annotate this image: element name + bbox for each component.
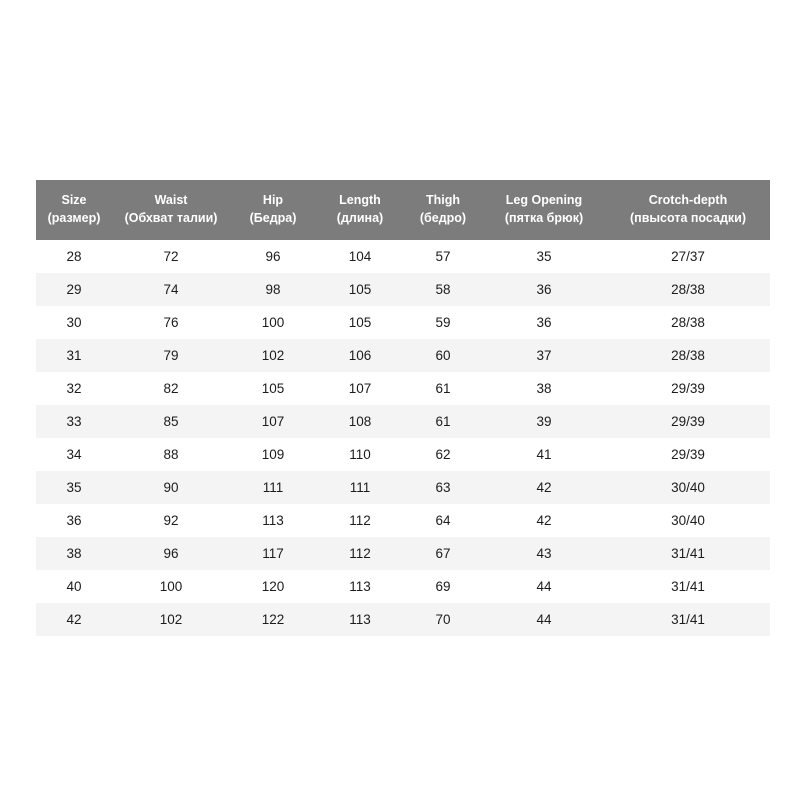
table-row xyxy=(36,405,770,438)
column-header-length xyxy=(316,180,404,240)
size-cell: 42 xyxy=(66,611,82,627)
size-cell: 33 xyxy=(66,413,82,429)
measurement-cell: 106 xyxy=(348,347,372,363)
measurement-cell: 28/38 xyxy=(671,314,705,330)
measurement-cell: 44 xyxy=(536,611,552,627)
measurement-cell: 29/39 xyxy=(671,413,705,429)
measurement-cell: 29/39 xyxy=(671,380,705,396)
size-cell: 40 xyxy=(66,578,82,594)
column-header-label-ru: (Бедра) xyxy=(249,211,297,225)
column-header-thigh xyxy=(404,180,482,240)
measurement-cell: 35 xyxy=(536,248,552,264)
measurement-cell: 85 xyxy=(163,413,179,429)
measurement-cell: 109 xyxy=(261,446,285,462)
measurement-cell: 92 xyxy=(163,512,179,528)
measurement-cell: 57 xyxy=(435,248,451,264)
measurement-cell: 38 xyxy=(536,380,552,396)
measurement-cell: 120 xyxy=(261,578,285,594)
measurement-cell: 100 xyxy=(159,578,183,594)
column-header-label-en: Length xyxy=(339,193,381,208)
measurement-cell: 98 xyxy=(265,281,281,297)
size-cell: 38 xyxy=(66,545,82,561)
measurement-cell: 74 xyxy=(163,281,179,297)
measurement-cell: 100 xyxy=(261,314,285,330)
measurement-cell: 105 xyxy=(261,380,285,396)
size-cell: 28 xyxy=(66,248,82,264)
column-header-label-ru: (Обхват талии) xyxy=(124,211,218,225)
measurement-cell: 59 xyxy=(435,314,451,330)
measurement-cell: 96 xyxy=(163,545,179,561)
measurement-cell: 105 xyxy=(348,281,372,297)
table-row xyxy=(36,603,770,636)
size-cell: 32 xyxy=(66,380,82,396)
table-row xyxy=(36,273,770,306)
measurement-cell: 62 xyxy=(435,446,451,462)
measurement-cell: 28/38 xyxy=(671,347,705,363)
measurement-cell: 31/41 xyxy=(671,545,705,561)
column-header-label-en: Size xyxy=(61,193,87,208)
measurement-cell: 117 xyxy=(262,545,284,561)
column-header-crotch-depth xyxy=(606,180,770,240)
size-cell: 36 xyxy=(66,512,82,528)
table-row xyxy=(36,240,770,273)
measurement-cell: 76 xyxy=(163,314,179,330)
measurement-cell: 107 xyxy=(261,413,285,429)
measurement-cell: 30/40 xyxy=(671,479,705,495)
measurement-cell: 102 xyxy=(159,611,183,627)
measurement-cell: 61 xyxy=(435,413,451,429)
measurement-cell: 90 xyxy=(163,479,179,495)
size-chart-container xyxy=(36,180,770,636)
size-cell: 29 xyxy=(66,281,82,297)
size-chart-table xyxy=(36,180,770,636)
table-row xyxy=(36,537,770,570)
measurement-cell: 31/41 xyxy=(671,611,705,627)
measurement-cell: 108 xyxy=(348,413,372,429)
table-row xyxy=(36,570,770,603)
size-chart-header xyxy=(36,180,770,240)
measurement-cell: 29/39 xyxy=(671,446,705,462)
measurement-cell: 110 xyxy=(349,446,371,462)
measurement-cell: 113 xyxy=(262,512,284,528)
measurement-cell: 104 xyxy=(348,248,372,264)
measurement-cell: 111 xyxy=(349,479,371,495)
size-cell: 34 xyxy=(66,446,82,462)
measurement-cell: 72 xyxy=(163,248,179,264)
size-cell: 30 xyxy=(66,314,82,330)
measurement-cell: 113 xyxy=(349,611,371,627)
measurement-cell: 112 xyxy=(349,545,371,561)
column-header-size xyxy=(36,180,112,240)
measurement-cell: 122 xyxy=(261,611,285,627)
column-header-label-ru: (длина) xyxy=(336,211,384,225)
size-chart-body xyxy=(36,240,770,636)
column-header-label-en: Crotch-depth xyxy=(648,193,728,208)
measurement-cell: 44 xyxy=(536,578,552,594)
header-row xyxy=(36,180,770,240)
measurement-cell: 70 xyxy=(435,611,451,627)
measurement-cell: 113 xyxy=(349,578,371,594)
measurement-cell: 88 xyxy=(163,446,179,462)
column-header-label-en: Leg Opening xyxy=(505,193,583,208)
measurement-cell: 58 xyxy=(435,281,451,297)
size-cell: 35 xyxy=(66,479,82,495)
measurement-cell: 102 xyxy=(261,347,285,363)
measurement-cell: 111 xyxy=(262,479,284,495)
measurement-cell: 61 xyxy=(435,380,451,396)
measurement-cell: 79 xyxy=(163,347,179,363)
column-header-label-en: Thigh xyxy=(425,193,460,208)
measurement-cell: 30/40 xyxy=(671,512,705,528)
measurement-cell: 112 xyxy=(349,512,371,528)
table-row xyxy=(36,504,770,537)
column-header-label-en: Hip xyxy=(262,193,284,208)
measurement-cell: 42 xyxy=(536,479,552,495)
table-row xyxy=(36,438,770,471)
measurement-cell: 43 xyxy=(536,545,552,561)
column-header-leg-opening xyxy=(482,180,606,240)
measurement-cell: 31/41 xyxy=(671,578,705,594)
measurement-cell: 63 xyxy=(435,479,451,495)
measurement-cell: 37 xyxy=(536,347,552,363)
measurement-cell: 107 xyxy=(348,380,372,396)
table-row xyxy=(36,471,770,504)
measurement-cell: 36 xyxy=(536,314,552,330)
column-header-label-ru: (пятка брюк) xyxy=(504,211,584,225)
table-row xyxy=(36,372,770,405)
column-header-waist xyxy=(112,180,230,240)
measurement-cell: 36 xyxy=(536,281,552,297)
column-header-label-en: Waist xyxy=(154,193,188,208)
measurement-cell: 42 xyxy=(536,512,552,528)
measurement-cell: 28/38 xyxy=(671,281,705,297)
measurement-cell: 105 xyxy=(348,314,372,330)
measurement-cell: 64 xyxy=(435,512,451,528)
table-row xyxy=(36,306,770,339)
column-header-label-ru: (пвысота посадки) xyxy=(629,211,746,225)
measurement-cell: 39 xyxy=(536,413,552,429)
column-header-label-ru: (размер) xyxy=(47,211,101,225)
column-header-hip xyxy=(230,180,316,240)
measurement-cell: 96 xyxy=(265,248,281,264)
measurement-cell: 41 xyxy=(536,446,552,462)
column-header-label-ru: (бедро) xyxy=(419,211,467,225)
measurement-cell: 60 xyxy=(435,347,451,363)
measurement-cell: 69 xyxy=(435,578,451,594)
size-cell: 31 xyxy=(66,347,82,363)
measurement-cell: 67 xyxy=(435,545,451,561)
table-row xyxy=(36,339,770,372)
measurement-cell: 27/37 xyxy=(671,248,705,264)
measurement-cell: 82 xyxy=(163,380,179,396)
